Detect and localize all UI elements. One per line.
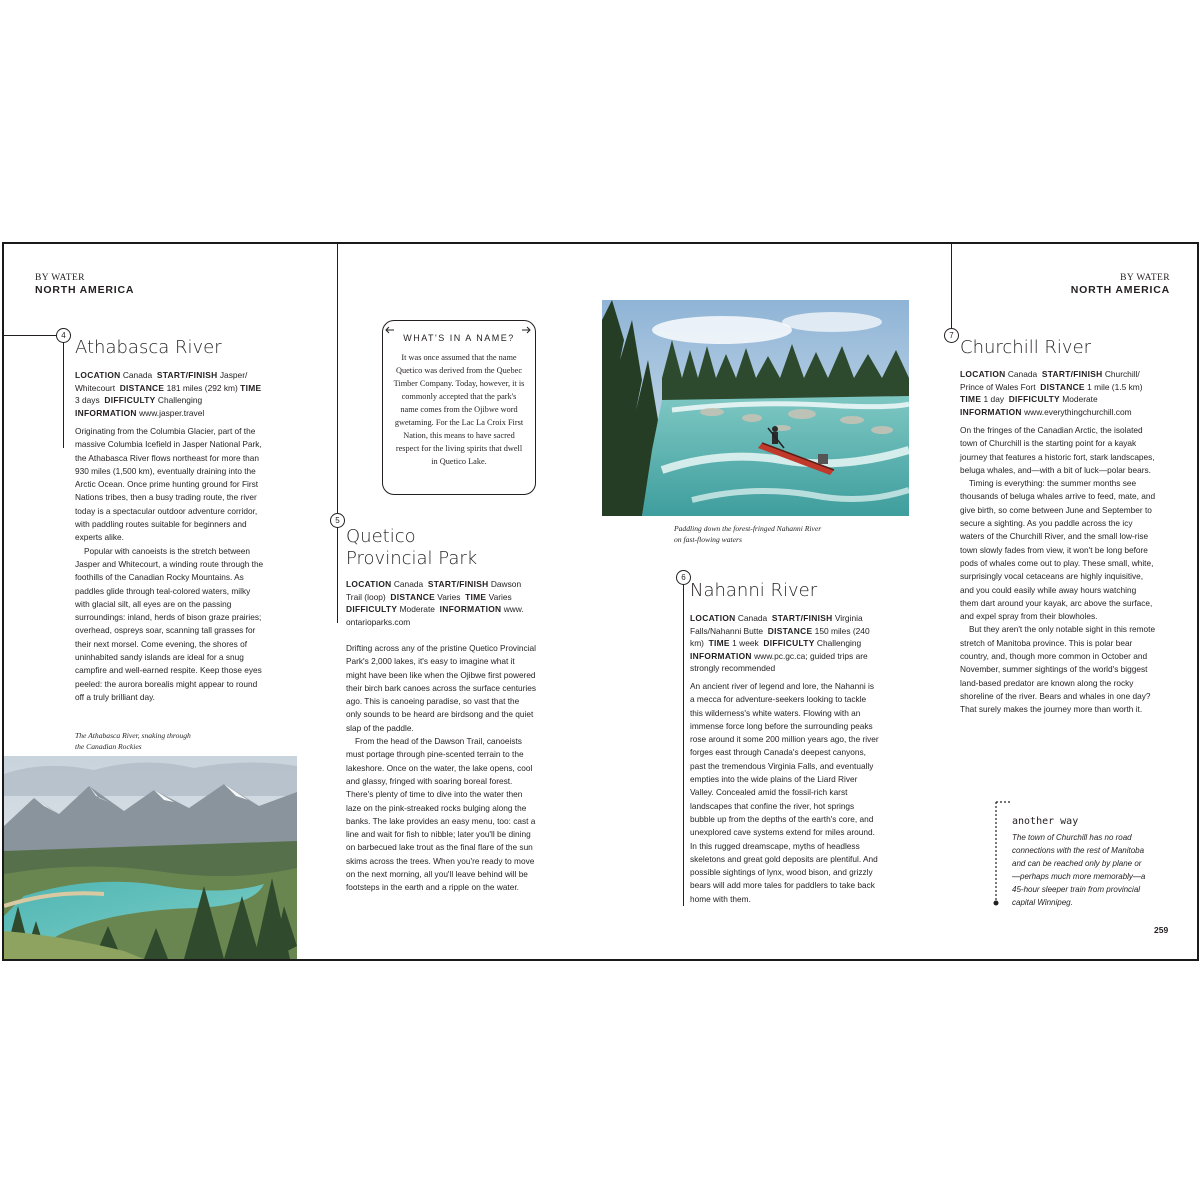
body-paragraph: Timing is everything: the summer months see thousands of beluga whales arrive to feed, mate, and give birth, so come between June and September to secure a sighting. As you paddle across the icy waters of the Churchill River, and the small low-rise town slowly fades from view, it won't be long before pods of whales come out to play. These small, white, surprisingly vocal cetaceans are highly inquisitive, and you could easily while away hours watching them dart around your kayak, arc above the surface, and expel spray from their blowholes. [960, 478, 1156, 622]
meta-label: LOCATION [346, 579, 392, 589]
meta-value: Jasper/ Whitecourt [75, 370, 248, 393]
meta-value: Virginia Falls/Nahanni Butte [690, 613, 863, 636]
meta-label: DISTANCE [119, 382, 165, 393]
body-paragraph: But they aren't the only notable sight in this remote stretch of Manitoba province. This is polar bear country, and, though more common in October and November, summer sightings of the world's biggest land-based predator are known along the rocky shoreline of the river. Bears and whales in one day? That surely makes the journey more than worth it. [960, 624, 1156, 715]
meta-value: Canada [122, 370, 153, 380]
meta-value: 1 mile (1.5 km) [1087, 381, 1143, 392]
meta-label: START/FINISH [156, 370, 218, 380]
meta-value: www.jasper.travel [139, 407, 205, 418]
meta-label: LOCATION [960, 369, 1006, 379]
entry-meta-quetico [346, 578, 536, 628]
meta-label: INFORMATION [75, 407, 137, 418]
book-spread [2, 242, 1199, 961]
body-paragraph: An ancient river of legend and lore, the Nahanni is a mecca for adventure-seekers looking to tackle this wilderness's white waters. Flowing with an immense force long before the surrounding peaks rose around it some 200 million years ago, the river forges east through Canada's deepest canyons, past the tremendous Virginia Falls, and eventually empties into the wide plains of the Liard River Valley. Concealed amid the fossil-rich karst landscapes that confine the river, hot springs bubble up from the depths of the earth's core, and unexplored cave systems extend for miles around. In this rugged dreamscape, myths of headless skeletons and great gold deposits are plentiful. And possible sightings of lynx, wood bison, and grizzly bears will add more tales for paddlers to take back home with them. [690, 681, 879, 904]
meta-label: DISTANCE [390, 591, 435, 602]
section-title-right: NORTH AMERICA [1070, 284, 1170, 296]
meta-label: LOCATION [75, 370, 121, 380]
meta-value: Churchill/ Prince of Wales Fort [960, 369, 1140, 392]
meta-label: DIFFICULTY [104, 395, 156, 405]
meta-label: START/FINISH [427, 579, 489, 589]
meta-value: Varies [437, 591, 461, 602]
body-paragraph: Originating from the Columbia Glacier, part of the massive Columbia Icefield in Jasper National Park, the Athabasca River flows northeast for more than 930 miles (1,500 km), eventually draining into the Arctic Ocean. Once prime hunting ground for First Nations tribes, then a busy trading route, the river today is a spectacular outdoor adventure corridor, with paddling routes suitable for beginners and experts alike. [75, 426, 262, 543]
meta-label: LOCATION [690, 613, 736, 623]
entry-title-athabasca: Athabasca River [75, 337, 222, 358]
meta-value: Canada [393, 579, 424, 589]
photo-caption-athabasca: The Athabasca River, snaking through the Canadian Rockies [75, 731, 191, 751]
photo-caption-nahanni: Paddling down the forest-fringed Nahanni River on fast-flowing waters [674, 524, 822, 544]
meta-value: 1 day [983, 394, 1005, 404]
sidebar-title: WHAT'S IN A NAME? [403, 333, 515, 343]
entry-meta-athabasca [75, 369, 263, 419]
sidebar-text: It was once assumed that the name Quetico was derived from the Quebec Timber Company. Today, however, it is commonly accepted that the park's name comes from the Ojibwe word gwetaming. For the Lac La Croix First Nation, this means to have sacred respect for the living spirits that dwell in Quetico Lake. [393, 353, 525, 466]
meta-value: Moderate [1062, 394, 1098, 404]
meta-label: TIME [465, 591, 487, 602]
meta-label: TIME [960, 394, 982, 404]
section-kicker-left: BY WATER [35, 273, 85, 283]
meta-label: START/FINISH [771, 613, 833, 623]
meta-value: Challenging [816, 638, 862, 648]
body-paragraph: Drifting across any of the pristine Quetico Provincial Park's 2,000 lakes, it's easy to imagine what it might have been like when the Ojibwe first powered their birch bark canoes across the surface centuries ago. This is canoeing paradise, so vast that the only sounds to be heard are birdsong and the quiet slap of the paddle. [346, 643, 536, 733]
meta-value: www.pc.gc.ca; guided trips are strongly recommended [690, 650, 868, 673]
column-rule-top [337, 244, 338, 513]
meta-label: TIME [240, 382, 262, 393]
body-paragraph: From the head of the Dawson Trail, canoeists must portage through pine-scented terrain to the lakeshore. Once on the water, the lake opens, cool and glassy, fringed with soaring boreal forest. There's plenty of time to dive into the water then laze on the pink-streaked rocks bulging along the banks. The lake provides an easy menu, too: cast a line and wait for fish to nibble; later you'll be dining on barbecued lake trout as the final flare of the sun skims across the trees. When you're ready to move on the next morning, all you'll leave behind will be footsteps in the earth and a ripple on the water. [346, 736, 536, 893]
photo-athabasca-river [4, 756, 297, 959]
meta-label: DISTANCE [767, 625, 813, 636]
meta-label: DIFFICULTY [763, 638, 815, 648]
meta-value: Dawson Trail (loop) [346, 579, 522, 602]
meta-label: INFORMATION [439, 604, 502, 614]
entry-number-athabasca: 4 [56, 328, 71, 343]
another-way-text: The town of Churchill has no road connections with the rest of Manitoba and can be reached only by plane or—perhaps much more memorably—a 45-hour sleeper train from provincial capital Winnipeg. [1012, 833, 1146, 907]
entry-rule-athabasca [4, 335, 56, 336]
page-number: 259 [1154, 925, 1169, 935]
entry-title-quetico-line1: Quetico [346, 526, 416, 547]
meta-value: Varies [488, 591, 512, 602]
meta-value: Canada [1007, 369, 1038, 379]
another-way-dotted-rule [992, 800, 1012, 908]
entry-line-quetico [337, 527, 338, 623]
meta-label: INFORMATION [960, 406, 1022, 417]
meta-label: START/FINISH [1041, 369, 1103, 379]
another-way-title: another way [1012, 816, 1079, 827]
section-kicker-right: BY WATER [1120, 273, 1170, 283]
sidebar-arrow-decoration [382, 322, 534, 338]
entry-title-quetico-line2: Provincial Park [346, 548, 478, 569]
meta-label: DISTANCE [1040, 381, 1085, 392]
section-title-left: NORTH AMERICA [35, 284, 135, 296]
meta-label: TIME [708, 638, 730, 648]
meta-value: Canada [737, 613, 768, 623]
body-paragraph: Popular with canoeists is the stretch between Jasper and Whitecourt, a winding route through the foothills of the Canadian Rocky Mountains. As paddles glide through teal-colored waters, milky with glacial silt, all eyes are on the passing surroundings: inland, herds of bison graze prairies; overhead, ospreys soar, scanning tall grasses for their next morsel. Come evening, the shores of uninhabited sandy islands are ideal for a snug campfire and well-earned respite. Keep those eyes peeled: the aurora borealis might appear to round off a truly brilliant day. [75, 545, 264, 702]
meta-label: DIFFICULTY [1008, 394, 1060, 404]
entry-meta-churchill [960, 368, 1156, 418]
meta-value: 1 week [732, 638, 759, 648]
meta-value: 181 miles (292 km) [166, 382, 238, 393]
body-paragraph: On the fringes of the Canadian Arctic, the isolated town of Churchill is the starting point for a kayak journey that features a historic fort, stark landscapes, beluga whales, and—with a bit of luck—polar bears. [960, 425, 1155, 475]
sidebar-whats-in-a-name [382, 320, 536, 495]
meta-label: DIFFICULTY [346, 604, 398, 614]
entry-number-quetico: 5 [330, 513, 345, 528]
entry-body-nahanni [690, 680, 880, 906]
entry-number-churchill: 7 [944, 328, 959, 343]
photo-nahanni-river-canoe [602, 300, 909, 516]
entry-line-nahanni [683, 584, 684, 906]
meta-value: Challenging [157, 395, 203, 405]
column-rule-right [951, 244, 952, 328]
entry-body-athabasca [75, 425, 267, 704]
meta-value: www. ontarioparks.com [346, 604, 524, 627]
entry-number-nahanni: 6 [676, 570, 691, 585]
entry-title-nahanni: Nahanni River [690, 580, 818, 601]
entry-line-athabasca [63, 342, 64, 448]
entry-meta-nahanni [690, 612, 880, 675]
entry-title-churchill: Churchill River [960, 337, 1092, 358]
meta-value: Moderate [399, 604, 435, 614]
meta-label: INFORMATION [690, 650, 752, 661]
meta-value: www.everythingchurchill.com [1024, 406, 1132, 417]
entry-body-churchill [960, 424, 1156, 717]
meta-value: 3 days [75, 395, 100, 405]
entry-body-quetico [346, 642, 536, 895]
meta-value: 150 miles (240 km) [690, 625, 870, 648]
